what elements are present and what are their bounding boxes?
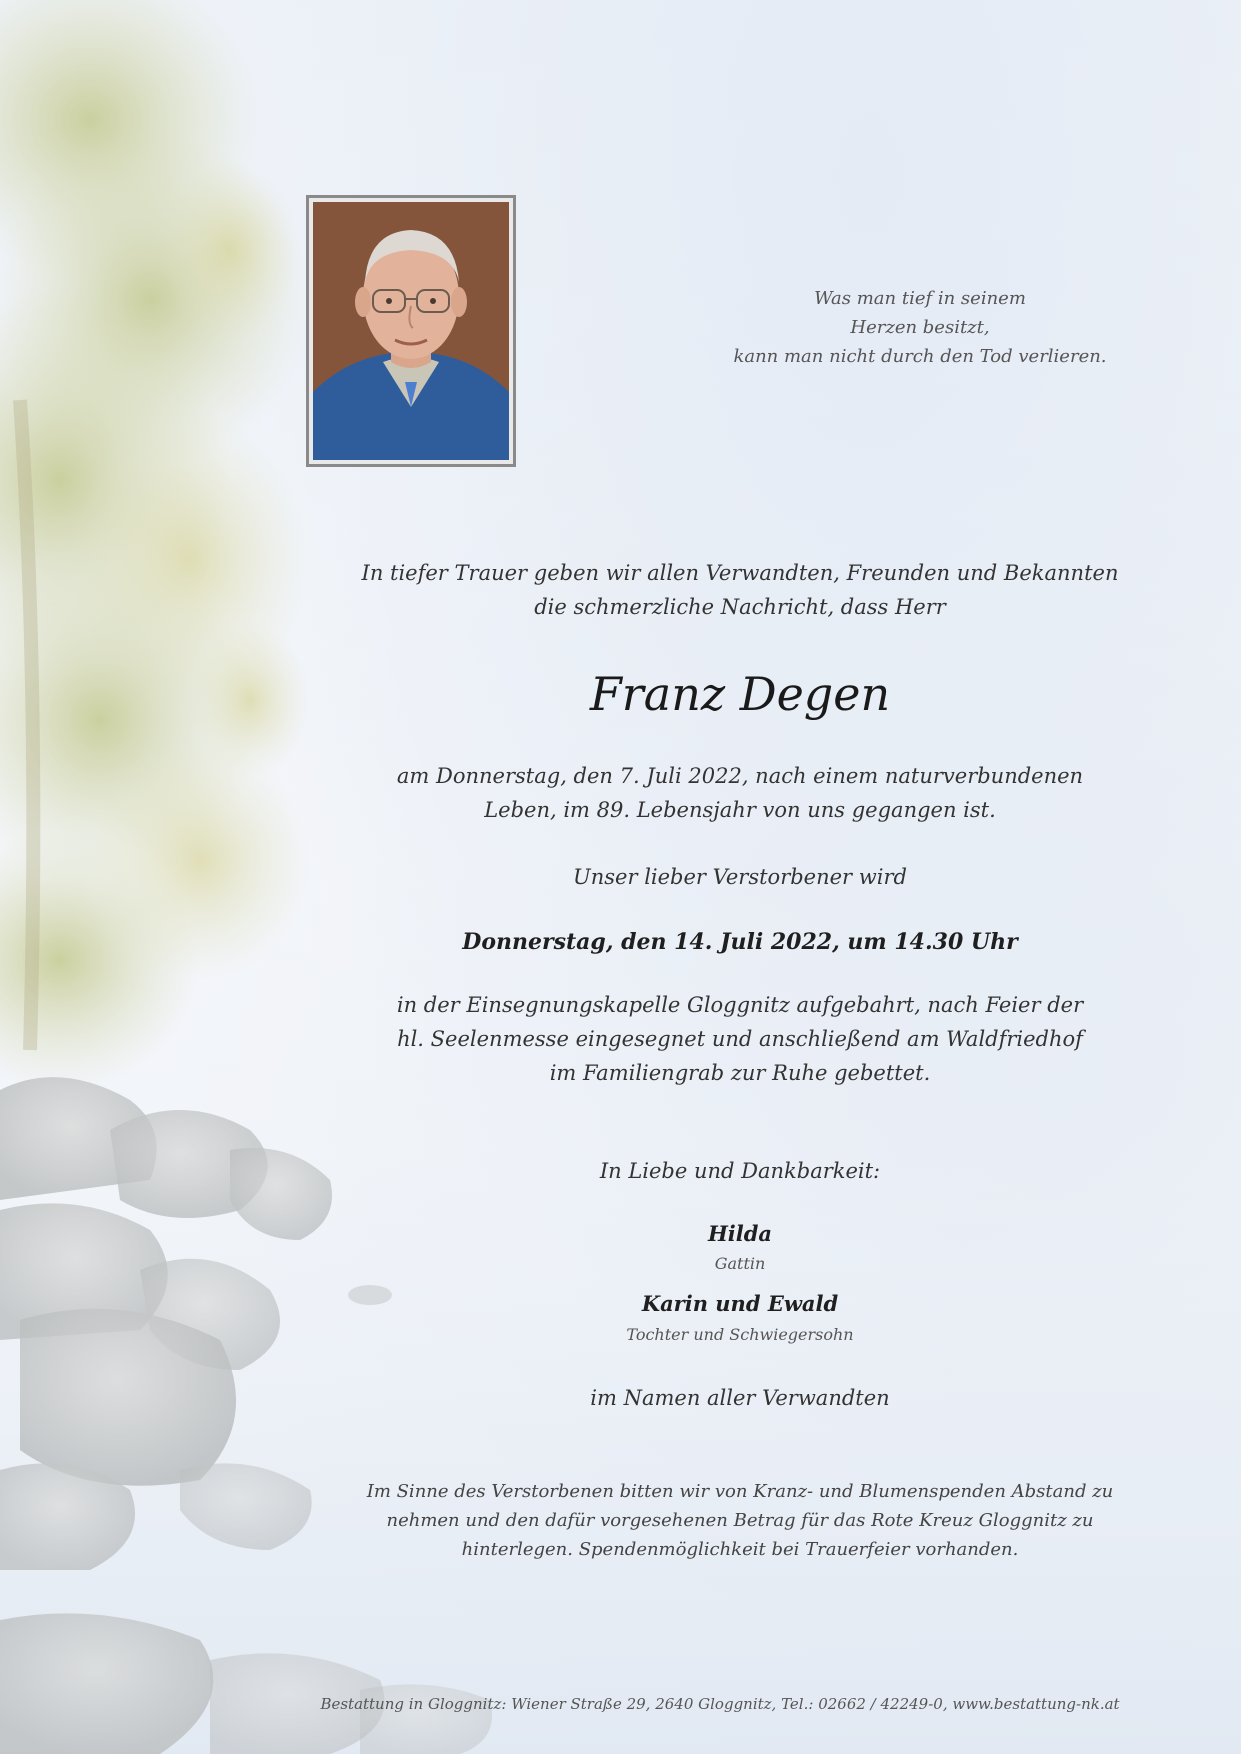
announcement-intro: [300, 556, 1180, 624]
donation-line: Im Sinne des Verstorbenen bitten wir von Kranz- und Blumenspenden Abstand zu: [366, 1481, 1114, 1502]
donation-line: nehmen und den dafür vorgesehenen Betrag für das Rote Kreuz Gloggnitz zu: [386, 1510, 1094, 1531]
mourners-closing: im Namen aller Verwandten: [590, 1386, 890, 1410]
mourner-role: Gattin: [714, 1254, 766, 1273]
death-line: Leben, im 89. Lebensjahr von uns gegangen ist.: [484, 798, 996, 822]
ceremony-line: im Familiengrab zur Ruhe gebettet.: [549, 1061, 931, 1085]
mourner-name: Hilda: [707, 1221, 773, 1246]
donation-note: [300, 1477, 1180, 1564]
quote-line: kann man nicht durch den Tod verlieren.: [733, 346, 1107, 367]
quote-line: Was man tief in seinem: [814, 288, 1026, 309]
portrait-frame: [306, 195, 516, 467]
ceremony-details: [300, 988, 1180, 1090]
intro-line: In tiefer Trauer geben wir allen Verwandten, Freunden und Bekannten: [361, 561, 1119, 585]
death-line: am Donnerstag, den 7. Juli 2022, nach einem naturverbundenen: [396, 764, 1084, 788]
death-statement: [300, 759, 1180, 827]
ceremony-line: hl. Seelenmesse eingesegnet und anschließend am Waldfriedhof: [397, 1027, 1083, 1051]
memorial-quote: [680, 284, 1160, 371]
funeral-home-footer: Bestattung in Gloggnitz: Wiener Straße 29, 2640 Gloggnitz, Tel.: 02662 / 42249-0, www.bestattung-nk.at: [320, 1695, 1120, 1713]
donation-line: hinterlegen. Spendenmöglichkeit bei Trauerfeier vorhanden.: [461, 1539, 1019, 1560]
mourners-heading: In Liebe und Dankbarkeit:: [599, 1159, 881, 1183]
ceremony-date: Donnerstag, den 14. Juli 2022, um 14.30 Uhr: [462, 929, 1018, 955]
mourner-name: Karin und Ewald: [641, 1291, 839, 1316]
portrait-photo: [313, 202, 509, 460]
ceremony-line: in der Einsegnungskapelle Gloggnitz aufgebahrt, nach Feier der: [396, 993, 1084, 1017]
quote-line: Herzen besitzt,: [850, 317, 990, 338]
mourner-role: Tochter und Schwiegersohn: [626, 1325, 854, 1344]
deceased-name: Franz Degen: [589, 667, 891, 721]
intro-line: die schmerzliche Nachricht, dass Herr: [534, 595, 946, 619]
ceremony-lead: Unser lieber Verstorbener wird: [573, 865, 907, 889]
